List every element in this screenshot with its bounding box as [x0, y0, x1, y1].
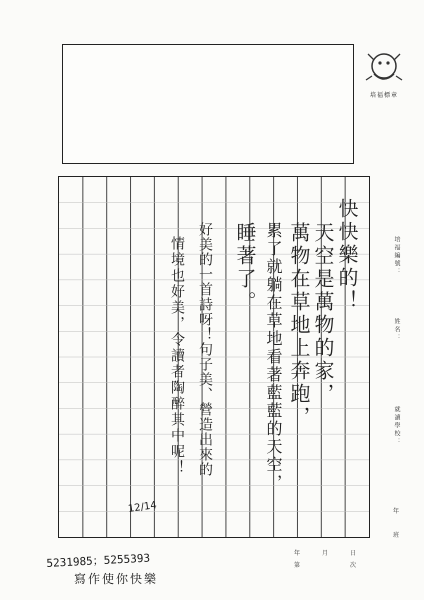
essay-column-6: 好美的一首詩呀！句子美、營造出來的	[197, 222, 213, 477]
footer-slogan: 寫作使你快樂	[74, 572, 159, 586]
grade-label: 年	[393, 508, 402, 515]
essay-column-5: 睡著了。	[233, 222, 257, 314]
teacher-comment-box	[62, 44, 354, 164]
essay-column-7: 情境也好美，令讀者陶醉其中呢！	[169, 236, 185, 476]
essay-column-4: 累了就躺在草地看著藍藍的天空，	[264, 222, 283, 492]
footer-phone-numbers: 5231985；5255393	[46, 551, 151, 570]
month-label: 月	[322, 550, 329, 557]
class-label: 班	[393, 532, 402, 539]
essay-column-2: 天空是萬物的家，	[311, 222, 335, 406]
school-mascot-logo	[360, 44, 408, 88]
page-number: 12/14	[127, 500, 158, 515]
year-label: 年	[294, 550, 301, 557]
essay-column-3: 萬物在草地上奔跑，	[287, 222, 311, 429]
logo-caption: 培福標章	[369, 92, 398, 99]
times-label: 次	[350, 562, 357, 569]
name-label: 姓名：	[393, 318, 400, 342]
id-label: 培福編號：	[393, 236, 400, 276]
school-label: 就讀學校：	[393, 406, 400, 446]
no-label: 第	[294, 562, 301, 569]
day-label: 日	[350, 550, 357, 557]
essay-column-1: 快快樂的！	[335, 198, 359, 313]
